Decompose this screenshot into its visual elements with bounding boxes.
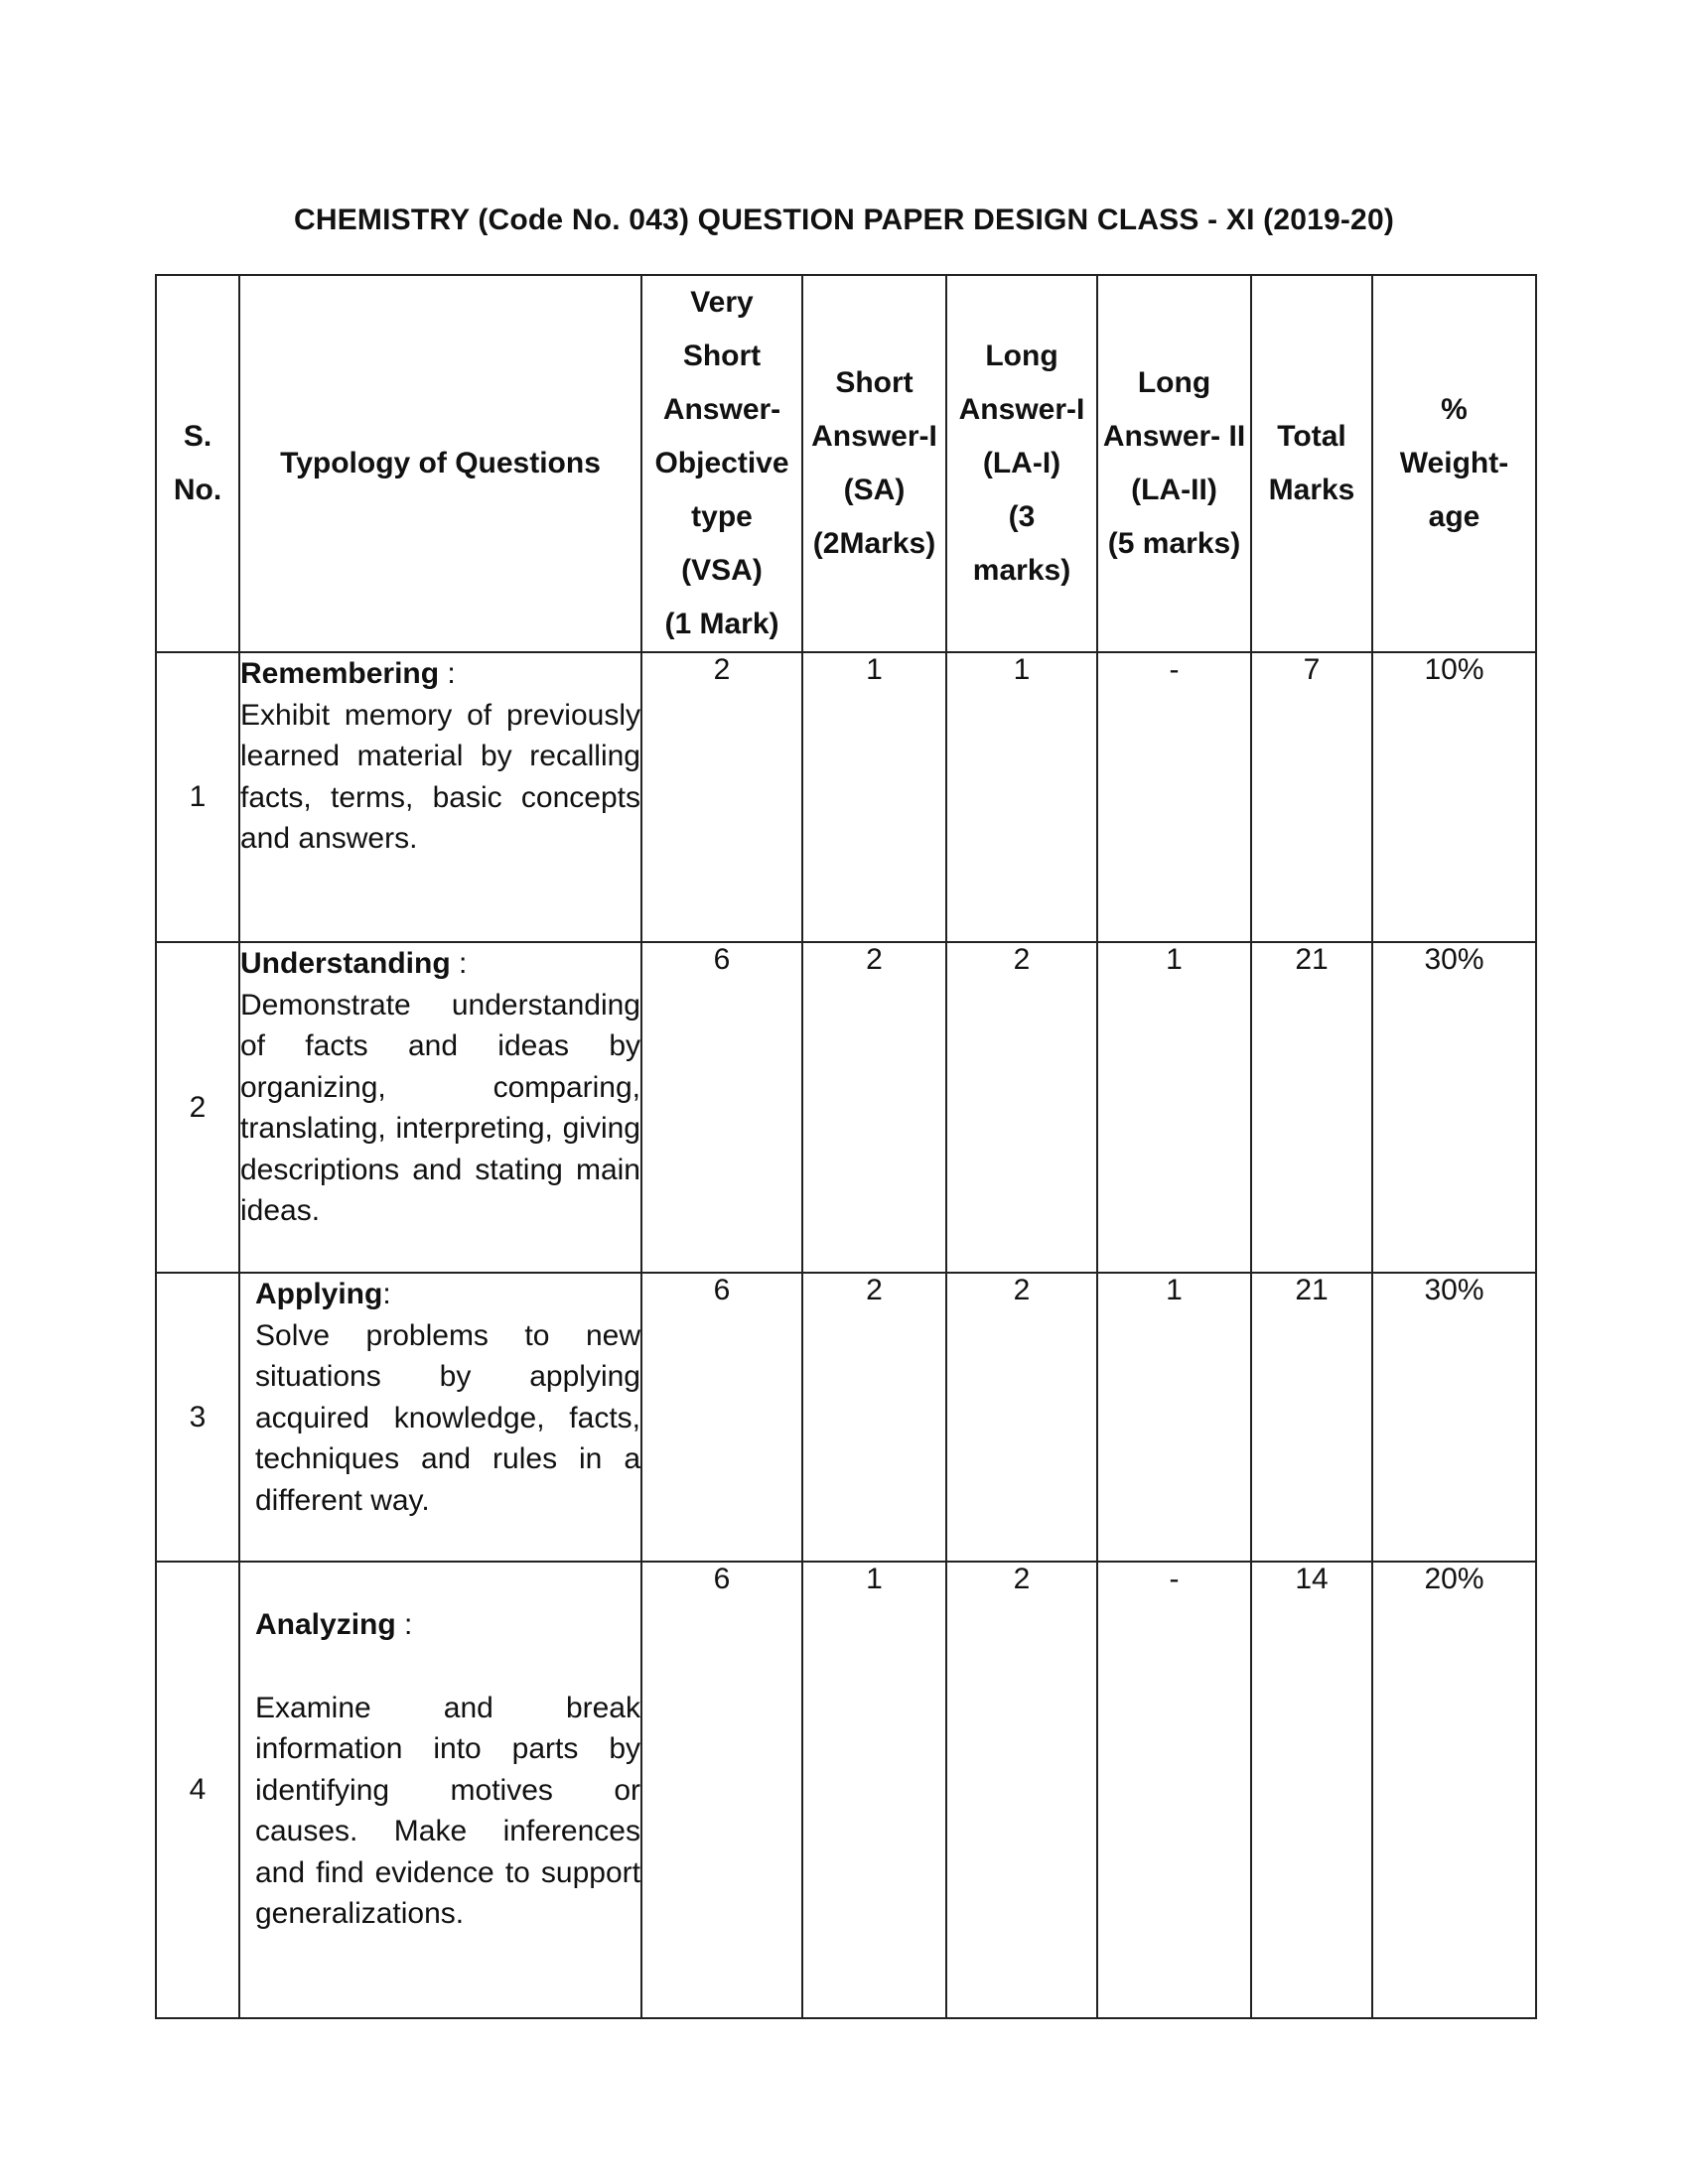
header-label-line: Total (1277, 420, 1346, 453)
header-label-line: Very (690, 286, 754, 319)
header-label-line: Weight- (1399, 447, 1509, 479)
header-row (156, 275, 1536, 652)
row-sa: 2 (802, 942, 946, 1273)
header-label-line: type (691, 500, 753, 533)
header-label-line: Answer-I (958, 393, 1085, 426)
header-label-line: Short (835, 366, 914, 399)
header-total-marks (1251, 275, 1372, 652)
header-label-line: Answer- II (1102, 420, 1246, 453)
row-la1: 2 (946, 1273, 1097, 1562)
row-s-no: 1 (156, 652, 239, 942)
header-label-line: (VSA) (681, 554, 763, 587)
typology-description: Demonstrate understanding of facts and ideas by organizing, comparing, translating, interpreting, giving descriptions and stating main ideas. (240, 988, 640, 1227)
row-la1: 1 (946, 652, 1097, 942)
row-weightage: 30% (1372, 942, 1536, 1273)
row-sa: 2 (802, 1273, 946, 1562)
header-label-line: age (1428, 500, 1480, 533)
row-la2: 1 (1097, 942, 1251, 1273)
row-s-no: 4 (156, 1562, 239, 2018)
header-label-line: Typology of Questions (280, 447, 601, 479)
row-typology (239, 1562, 641, 2018)
table-row (156, 1562, 1536, 2018)
header-label-line: Short (682, 340, 762, 372)
row-la2: - (1097, 652, 1251, 942)
row-typology (239, 942, 641, 1273)
typology-description: Solve problems to new situations by applying acquired knowledge, facts, techniques and rules in a different way. (255, 1318, 640, 1517)
header-label-line: (2Marks) (812, 527, 936, 560)
typology-heading: Applying (255, 1278, 383, 1310)
row-total-marks: 21 (1251, 942, 1372, 1273)
header-la2 (1097, 275, 1251, 652)
row-total-marks: 7 (1251, 652, 1372, 942)
header-label-line: Answer- (662, 393, 781, 426)
row-vsa: 6 (641, 1273, 802, 1562)
row-total-marks: 14 (1251, 1562, 1372, 2018)
header-label-line: Answer-I (811, 420, 937, 453)
row-weightage: 20% (1372, 1562, 1536, 2018)
header-label-line: Objective (654, 447, 789, 479)
header-label-line: Long (1137, 366, 1211, 399)
row-vsa: 2 (641, 652, 802, 942)
row-typology (239, 1273, 641, 1562)
header-label-line: (5 marks) (1107, 527, 1241, 560)
row-s-no: 3 (156, 1273, 239, 1562)
header-label-line: Marks (1268, 474, 1355, 506)
header-label-line: (LA-II) (1131, 474, 1217, 506)
typology-heading-suffix: : (395, 1608, 413, 1641)
table-row (156, 652, 1536, 942)
row-la2: - (1097, 1562, 1251, 2018)
row-la1: 2 (946, 1562, 1097, 2018)
typology-heading: Remembering (240, 657, 440, 690)
header-weightage (1372, 275, 1536, 652)
typology-heading-suffix: : (450, 947, 468, 980)
header-label-line: No. (173, 474, 222, 506)
row-la1: 2 (946, 942, 1097, 1273)
header-label-line: (3 (1008, 500, 1036, 533)
header-la1 (946, 275, 1097, 652)
row-la2: 1 (1097, 1273, 1251, 1562)
typology-heading-suffix: : (382, 1278, 391, 1310)
header-label-line: Long (985, 340, 1058, 372)
row-total-marks: 21 (1251, 1273, 1372, 1562)
table-row (156, 1273, 1536, 1562)
row-vsa: 6 (641, 1562, 802, 2018)
typology-description: Examine and break information into parts by identifying motives or causes. Make inferences and find evidence to support generalizations. (255, 1691, 640, 1930)
row-weightage: 10% (1372, 652, 1536, 942)
header-label-line: (1 Mark) (664, 608, 779, 640)
typology-description: Exhibit memory of previously learned material by recalling facts, terms, basic concepts and answers. (240, 698, 640, 855)
row-sa: 1 (802, 1562, 946, 2018)
document-title: CHEMISTRY (Code No. 043) QUESTION PAPER DESIGN CLASS - XI (2019-20) (293, 204, 1395, 236)
typology-heading: Analyzing (255, 1608, 396, 1641)
header-vsa (641, 275, 802, 652)
row-vsa: 6 (641, 942, 802, 1273)
header-label-line: S. (183, 420, 212, 453)
row-weightage: 30% (1372, 1273, 1536, 1562)
header-label-line: marks) (972, 554, 1071, 587)
header-s-no (156, 275, 239, 652)
table-row (156, 942, 1536, 1273)
row-s-no: 2 (156, 942, 239, 1273)
header-typology (239, 275, 641, 652)
header-label-line: % (1441, 393, 1468, 426)
row-typology (239, 652, 641, 942)
header-sa (802, 275, 946, 652)
header-label-line: (LA-I) (982, 447, 1061, 479)
row-sa: 1 (802, 652, 946, 942)
typology-heading: Understanding (240, 947, 451, 980)
typology-heading-suffix: : (439, 657, 456, 690)
question-paper-design-table (155, 274, 1537, 2019)
header-label-line: (SA) (843, 474, 906, 506)
